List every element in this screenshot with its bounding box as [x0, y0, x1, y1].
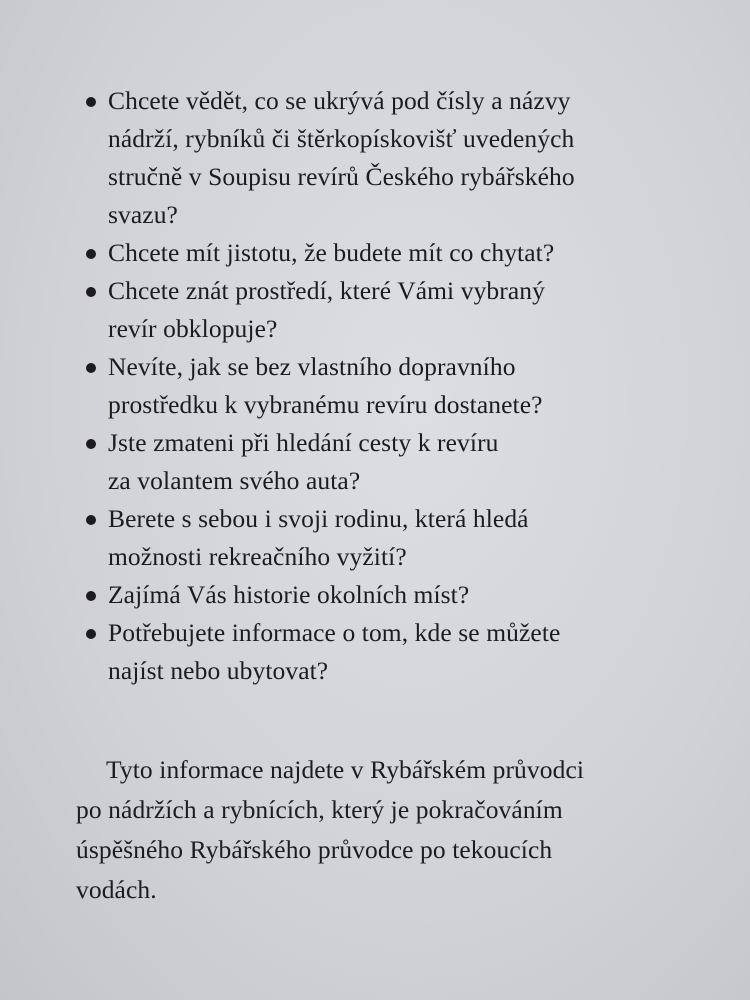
list-item-line: stručně v Soupisu revírů Českého rybářského [108, 162, 575, 191]
list-item-line: nádrží, rybníků či štěrkopískovišť uvedených [108, 124, 575, 153]
list-item-line: Potřebujete informace o tom, kde se můžete [108, 618, 561, 647]
list-item [82, 348, 702, 424]
list-item [82, 500, 702, 576]
bullet-icon [86, 249, 96, 259]
list-item [82, 82, 702, 234]
list-item-line: revír obklopuje? [108, 314, 278, 343]
paragraph-line: vodách. [76, 875, 157, 904]
question-list [82, 82, 702, 690]
bullet-icon [86, 287, 96, 297]
bullet-icon [86, 591, 96, 601]
bullet-icon [86, 629, 96, 639]
list-item-line: Chcete vědět, co se ukrývá pod čísly a názvy [108, 86, 571, 115]
bullet-icon [86, 515, 96, 525]
list-item [82, 272, 702, 348]
list-item [82, 614, 702, 690]
bullet-icon [86, 97, 96, 107]
list-item [82, 576, 702, 614]
list-item-line: Nevíte, jak se bez vlastního dopravního [108, 352, 516, 381]
paragraph-line: úspěšného Rybářského průvodce po tekoucích [76, 835, 553, 864]
list-item-line: Chcete znát prostředí, které Vámi vybraný [108, 276, 545, 305]
list-item-line: Zajímá Vás historie okolních míst? [108, 580, 470, 609]
list-item-line: svazu? [108, 200, 178, 229]
list-item-line: za volantem svého auta? [108, 466, 361, 495]
closing-paragraph [76, 750, 716, 910]
paragraph-line: po nádržích a rybnících, který je pokračováním [76, 795, 563, 824]
list-item-line: Berete s sebou i svoji rodinu, která hledá [108, 504, 529, 533]
list-item [82, 234, 702, 272]
bullet-icon [86, 439, 96, 449]
list-item-line: najíst nebo ubytovat? [108, 656, 329, 685]
list-item-line: Jste zmateni při hledání cesty k revíru [108, 428, 499, 457]
list-item [82, 424, 702, 500]
list-item-line: prostředku k vybranému revíru dostanete? [108, 390, 543, 419]
bullet-icon [86, 363, 96, 373]
list-item-line: Chcete mít jistotu, že budete mít co chytat? [108, 238, 555, 267]
paragraph-line: Tyto informace najdete v Rybářském průvodci [106, 755, 585, 784]
list-item-line: možnosti rekreačního vyžití? [108, 542, 407, 571]
